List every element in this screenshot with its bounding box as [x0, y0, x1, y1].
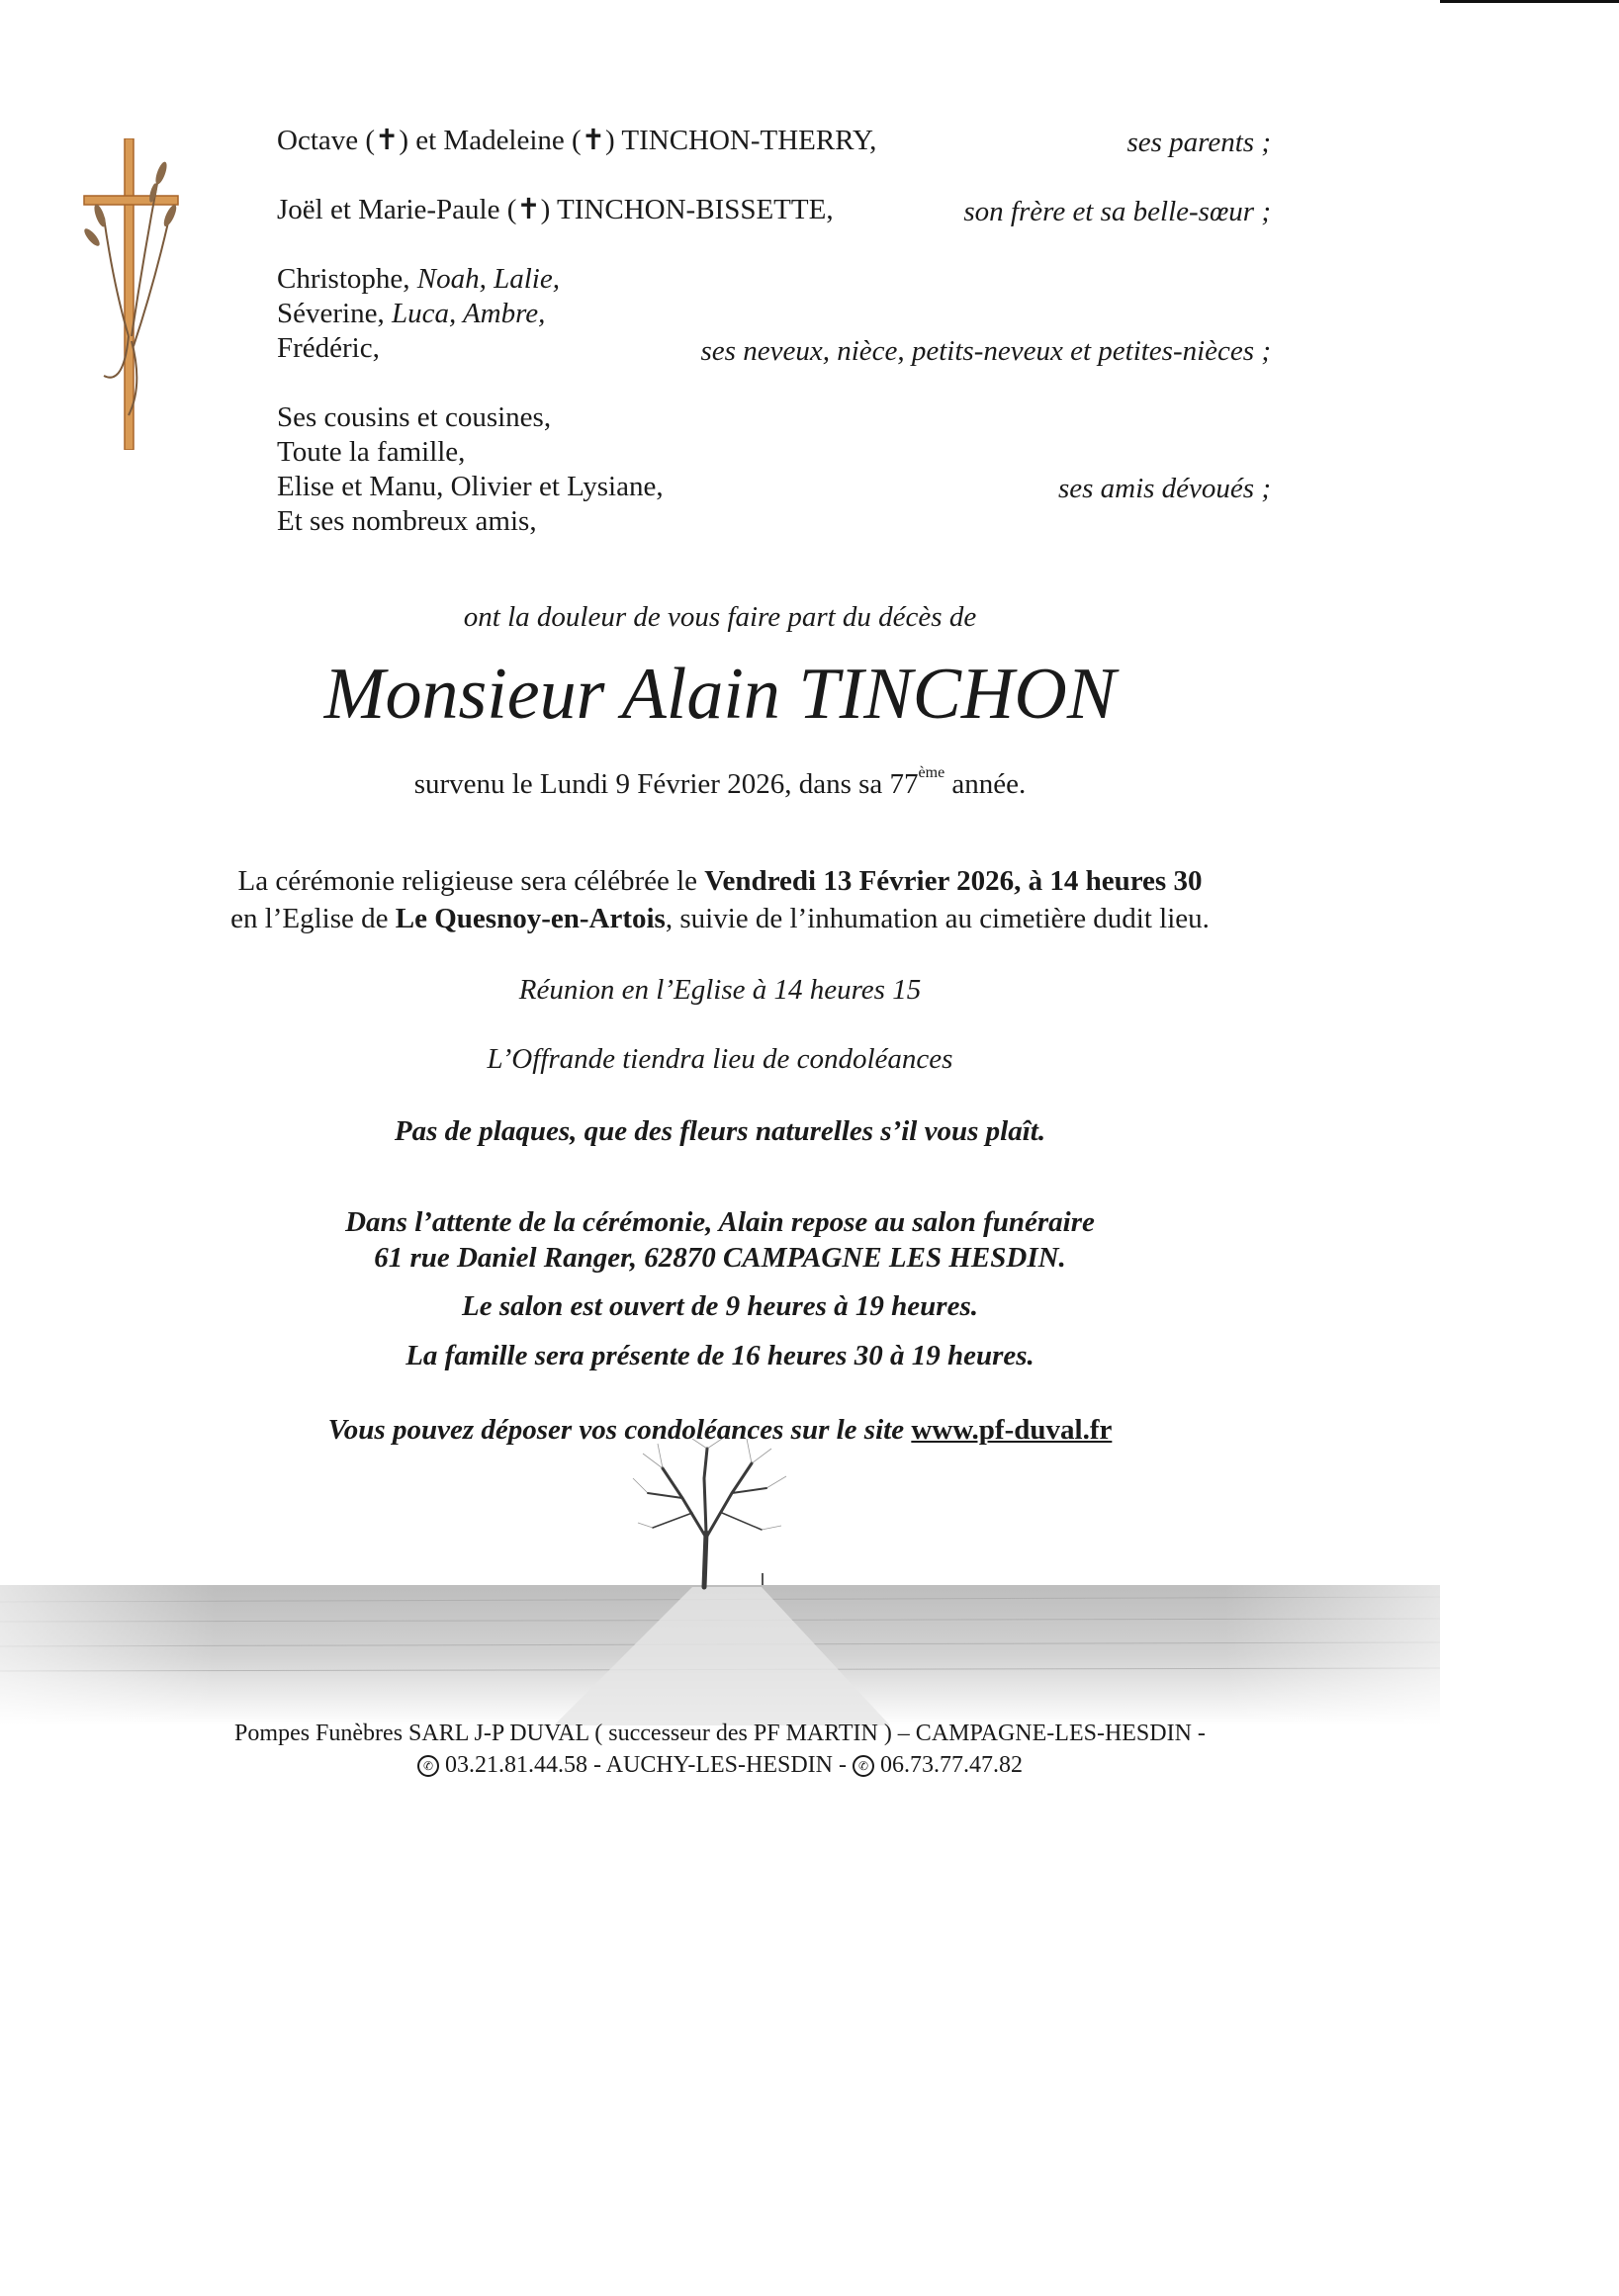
nephew-children: Noah, Lalie, — [416, 263, 560, 295]
nephew-line-2 — [277, 297, 545, 330]
nephew-children: Luca, Ambre, — [391, 298, 546, 329]
phone-icon: ✆ — [853, 1755, 874, 1777]
cross-with-wheat-icon — [74, 138, 188, 450]
footer-phone-1: 03.21.81.44.58 - AUCHY-LES-HESDIN - — [445, 1752, 853, 1778]
parents-role: ses parents ; — [1126, 127, 1271, 158]
nephew-adult: Séverine, — [277, 298, 385, 329]
nephews-role: ses neveux, nièce, petits-neveux et petites-nièces ; — [700, 335, 1271, 367]
ceremony-intro: La cérémonie religieuse sera célébrée le — [237, 865, 705, 897]
parents-line: Octave (✝) et Madeleine (✝) TINCHON-THERRY, — [277, 125, 877, 156]
footer-line-1: Pompes Funèbres SARL J-P DUVAL ( successeur des PF MARTIN ) – CAMPAGNE-LES-HESDIN - — [234, 1721, 1206, 1746]
footer-line-2 — [0, 1752, 1440, 1779]
death-prefix: survenu le Lundi 9 Février 2026, dans sa 77 — [413, 768, 919, 800]
scan-edge-mark — [1440, 0, 1619, 3]
salon-line-4: La famille sera présente de 16 heures 30 à 19 heures. — [405, 1340, 1034, 1371]
ceremony-place-intro: en l’Eglise de — [230, 903, 396, 934]
landscape-tree-illustration — [0, 1439, 1440, 1725]
announcement: ont la douleur de vous faire part du décès de — [463, 601, 977, 633]
ceremony-line-1 — [0, 865, 1440, 898]
death-line — [0, 764, 1440, 801]
condolences-text: Vous pouvez déposer vos condoléances sur le site — [327, 1414, 912, 1446]
others-line-3: Elise et Manu, Olivier et Lysiane, — [277, 471, 664, 502]
salon-line-1: Dans l’attente de la cérémonie, Alain repose au salon funéraire — [345, 1206, 1095, 1238]
footer-phone-2: 06.73.77.47.82 — [879, 1752, 1023, 1778]
ceremony-burial: , suivie de l’inhumation au cimetière dudit lieu. — [665, 903, 1210, 934]
brother-role: son frère et sa belle-sœur ; — [963, 196, 1271, 227]
death-suffix: année. — [944, 768, 1027, 800]
nephew-adult: Christophe, — [277, 263, 410, 295]
ceremony-place: Le Quesnoy-en-Artois — [395, 903, 666, 934]
brother-line: Joël et Marie-Paule (✝) TINCHON-BISSETTE, — [277, 194, 834, 225]
others-line-4: Et ses nombreux amis, — [277, 505, 537, 537]
ceremony-datetime: Vendredi 13 Février 2026, à 14 heures 30 — [704, 865, 1203, 897]
others-line-1: Ses cousins et cousines, — [277, 401, 552, 433]
flowers-line: Pas de plaques, que des fleurs naturelles s’il vous plaît. — [394, 1115, 1046, 1147]
nephew-adult: Frédéric, — [277, 332, 380, 364]
offrande-line: L’Offrande tiendra lieu de condoléances — [487, 1043, 953, 1075]
ordinal-suffix: ème — [918, 764, 945, 781]
friends-role: ses amis dévoués ; — [1057, 473, 1271, 504]
ceremony-line-2 — [0, 903, 1440, 935]
salon-line-3: Le salon est ouvert de 9 heures à 19 heures. — [462, 1290, 978, 1322]
deceased-name: Monsieur Alain TINCHON — [323, 654, 1117, 735]
reunion-line: Réunion en l’Eglise à 14 heures 15 — [518, 974, 922, 1006]
others-line-2: Toute la famille, — [277, 436, 466, 468]
nephew-line-1 — [277, 262, 560, 296]
phone-icon: ✆ — [417, 1755, 439, 1777]
website-link[interactable]: www.pf-duval.fr — [911, 1414, 1113, 1446]
salon-line-2: 61 rue Daniel Ranger, 62870 CAMPAGNE LES HESDIN. — [374, 1242, 1066, 1274]
nephew-line-3 — [277, 331, 380, 365]
